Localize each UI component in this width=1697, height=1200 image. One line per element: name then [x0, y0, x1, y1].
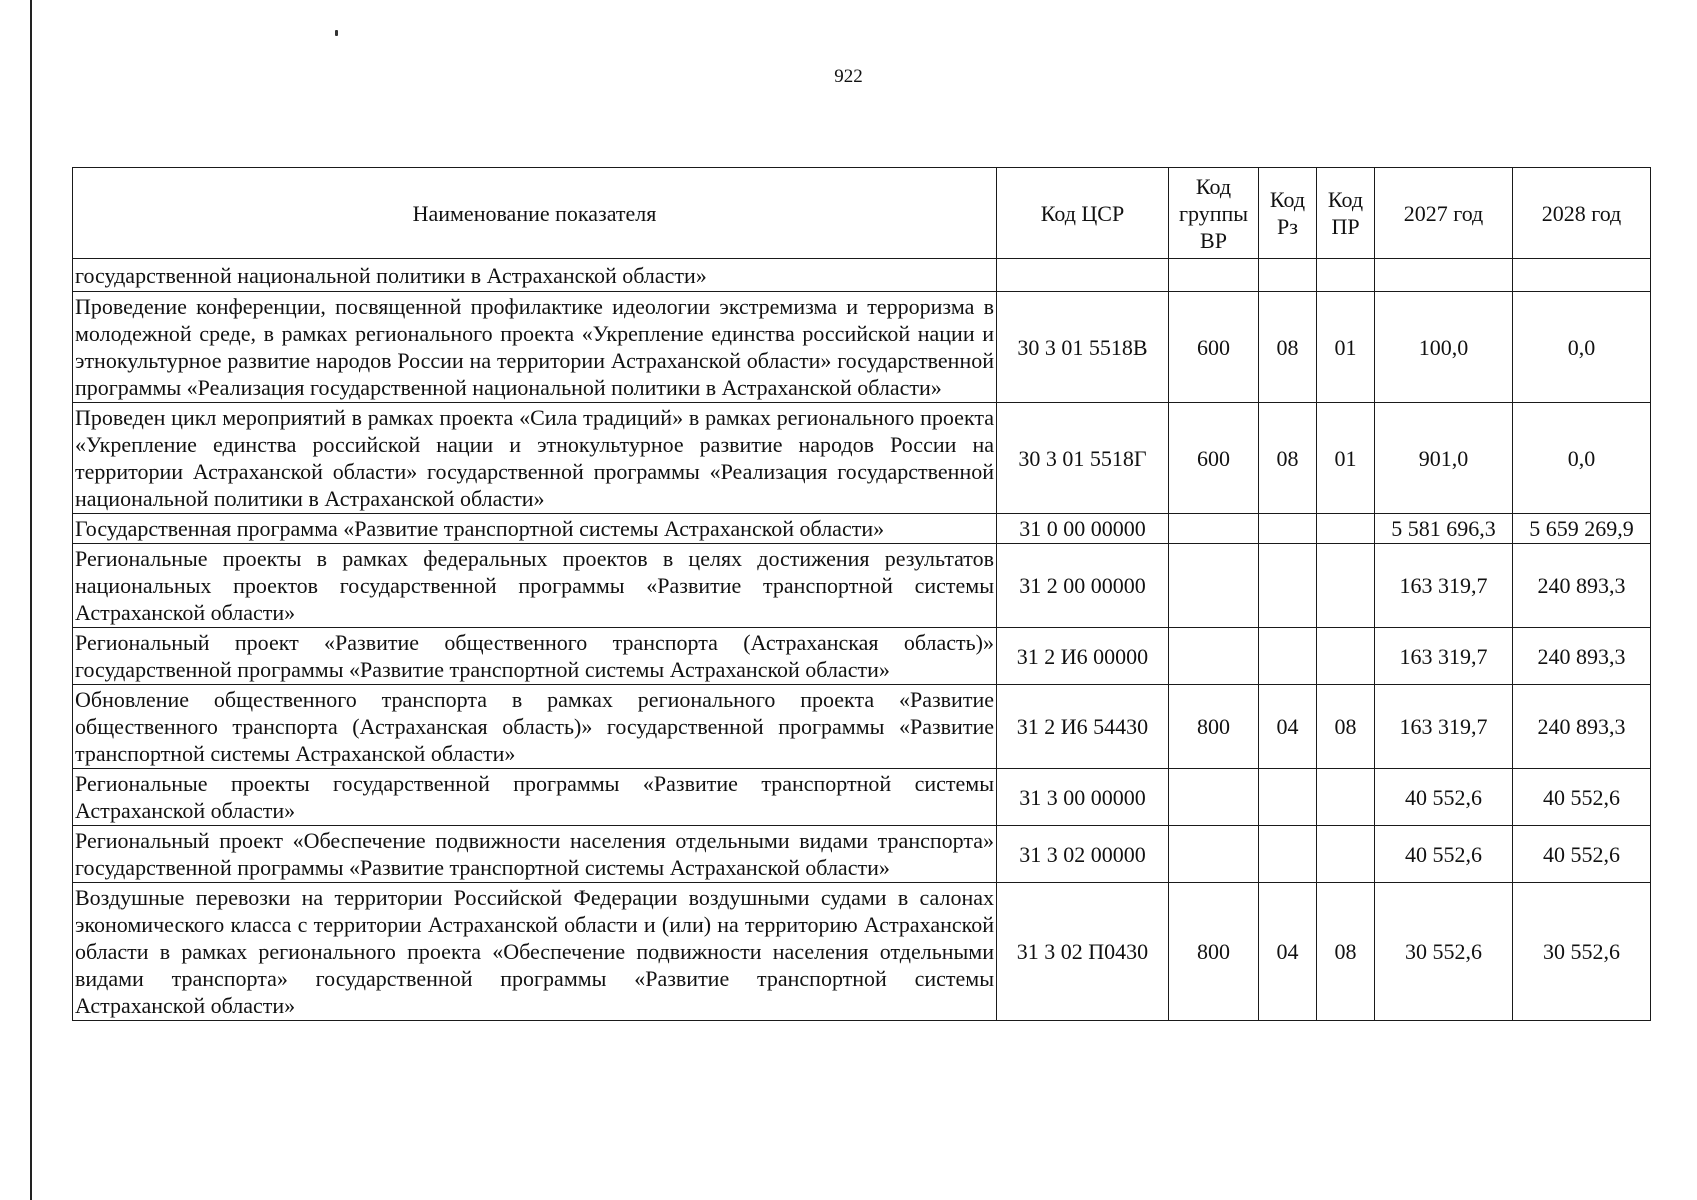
- row-pr: [1317, 544, 1375, 628]
- row-name: Региональный проект «Обеспечение подвижности населения отдельными видами транспорта» государственной программы «Развитие транспортной системы Астраханской области»: [73, 826, 997, 883]
- row-csr: 31 3 00 00000: [997, 769, 1169, 826]
- table-row: [73, 514, 1651, 544]
- row-2027: 100,0: [1375, 292, 1513, 403]
- row-vr: [1169, 826, 1259, 883]
- row-rz: 08: [1259, 403, 1317, 514]
- row-pr: [1317, 259, 1375, 292]
- row-csr: 31 0 00 00000: [997, 514, 1169, 544]
- row-2027: 5 581 696,3: [1375, 514, 1513, 544]
- row-name: Государственная программа «Развитие транспортной системы Астраханской области»: [73, 514, 997, 544]
- row-vr: [1169, 514, 1259, 544]
- row-vr: 800: [1169, 685, 1259, 769]
- row-pr: [1317, 826, 1375, 883]
- row-2027: 30 552,6: [1375, 883, 1513, 1021]
- row-pr: [1317, 514, 1375, 544]
- row-csr: [997, 259, 1169, 292]
- row-name: Воздушные перевозки на территории Российской Федерации воздушными судами в салонах экономического класса с территории Астраханской области и (или) на территорию Астраханской области в рамках регионального проекта «Обеспечение подвижности населения отдельными видами транспорта» государственной программы «Развитие транспортной системы Астраханской области»: [73, 883, 997, 1021]
- row-rz: [1259, 514, 1317, 544]
- row-csr: 30 3 01 5518В: [997, 292, 1169, 403]
- row-name: Региональный проект «Развитие общественного транспорта (Астраханская область)» государственной программы «Развитие транспортной системы Астраханской области»: [73, 628, 997, 685]
- row-vr: [1169, 544, 1259, 628]
- row-rz: [1259, 544, 1317, 628]
- row-pr: 08: [1317, 883, 1375, 1021]
- row-csr: 31 3 02 П0430: [997, 883, 1169, 1021]
- row-pr: 08: [1317, 685, 1375, 769]
- row-2027: 901,0: [1375, 403, 1513, 514]
- row-2027: 40 552,6: [1375, 769, 1513, 826]
- row-2027: 163 319,7: [1375, 685, 1513, 769]
- row-vr: 600: [1169, 403, 1259, 514]
- row-2028: 5 659 269,9: [1513, 514, 1651, 544]
- table-row: [73, 769, 1651, 826]
- row-2027: [1375, 259, 1513, 292]
- row-2027: 163 319,7: [1375, 628, 1513, 685]
- row-2028: 240 893,3: [1513, 685, 1651, 769]
- row-2027: 40 552,6: [1375, 826, 1513, 883]
- row-name: Региональные проекты государственной программы «Развитие транспортной системы Астраханской области»: [73, 769, 997, 826]
- row-name: Проведение конференции, посвященной профилактике идеологии экстремизма и терроризма в молодежной среде, в рамках регионального проекта «Укрепление единства российской нации и этнокультурное развитие народов России на территории Астраханской области» государственной программы «Реализация государственной национальной политики в Астраханской области»: [73, 292, 997, 403]
- row-name: Обновление общественного транспорта в рамках регионального проекта «Развитие общественного транспорта (Астраханская область)» государственной программы «Развитие транспортной системы Астраханской области»: [73, 685, 997, 769]
- row-pr: 01: [1317, 292, 1375, 403]
- row-vr: [1169, 769, 1259, 826]
- row-rz: [1259, 628, 1317, 685]
- table-row: [73, 259, 1651, 292]
- row-2028: 0,0: [1513, 403, 1651, 514]
- row-2028: 0,0: [1513, 292, 1651, 403]
- header-rz: Код Рз: [1259, 168, 1317, 259]
- row-name: государственной национальной политики в Астраханской области»: [73, 259, 997, 292]
- table-row: [73, 403, 1651, 514]
- row-rz: 04: [1259, 685, 1317, 769]
- row-rz: [1259, 826, 1317, 883]
- header-vr: Код группы ВР: [1169, 168, 1259, 259]
- table-row: [73, 292, 1651, 403]
- table-row: [73, 628, 1651, 685]
- row-csr: 31 2 00 00000: [997, 544, 1169, 628]
- row-2028: [1513, 259, 1651, 292]
- row-csr: 31 3 02 00000: [997, 826, 1169, 883]
- table-row: [73, 883, 1651, 1021]
- row-csr: 31 2 И6 54430: [997, 685, 1169, 769]
- row-rz: [1259, 259, 1317, 292]
- row-csr: 31 2 И6 00000: [997, 628, 1169, 685]
- header-2028: 2028 год: [1513, 168, 1651, 259]
- row-2028: 30 552,6: [1513, 883, 1651, 1021]
- row-pr: 01: [1317, 403, 1375, 514]
- header-name: Наименование показателя: [73, 168, 997, 259]
- row-name: Региональные проекты в рамках федеральных проектов в целях достижения результатов национальных проектов государственной программы «Развитие транспортной системы Астраханской области»: [73, 544, 997, 628]
- row-2027: 163 319,7: [1375, 544, 1513, 628]
- header-2027: 2027 год: [1375, 168, 1513, 259]
- row-vr: 600: [1169, 292, 1259, 403]
- row-vr: 800: [1169, 883, 1259, 1021]
- table-row: [73, 544, 1651, 628]
- row-pr: [1317, 628, 1375, 685]
- row-csr: 30 3 01 5518Г: [997, 403, 1169, 514]
- left-margin-rule: [30, 0, 32, 1200]
- table-row: [73, 826, 1651, 883]
- header-csr: Код ЦСР: [997, 168, 1169, 259]
- budget-table: [72, 167, 1651, 1021]
- row-2028: 40 552,6: [1513, 769, 1651, 826]
- scan-speck: [335, 30, 338, 36]
- row-vr: [1169, 628, 1259, 685]
- row-2028: 40 552,6: [1513, 826, 1651, 883]
- row-2028: 240 893,3: [1513, 628, 1651, 685]
- page-number: 922: [834, 66, 863, 87]
- row-pr: [1317, 769, 1375, 826]
- table-row: [73, 685, 1651, 769]
- row-name: Проведен цикл мероприятий в рамках проекта «Сила традиций» в рамках регионального проекта «Укрепление единства российской нации и этнокультурное развитие народов России на территории Астраханской области» государственной программы «Реализация государственной национальной политики в Астраханской области»: [73, 403, 997, 514]
- row-rz: 08: [1259, 292, 1317, 403]
- row-rz: 04: [1259, 883, 1317, 1021]
- header-pr: Код ПР: [1317, 168, 1375, 259]
- row-2028: 240 893,3: [1513, 544, 1651, 628]
- row-vr: [1169, 259, 1259, 292]
- row-rz: [1259, 769, 1317, 826]
- table-header-row: [73, 168, 1651, 259]
